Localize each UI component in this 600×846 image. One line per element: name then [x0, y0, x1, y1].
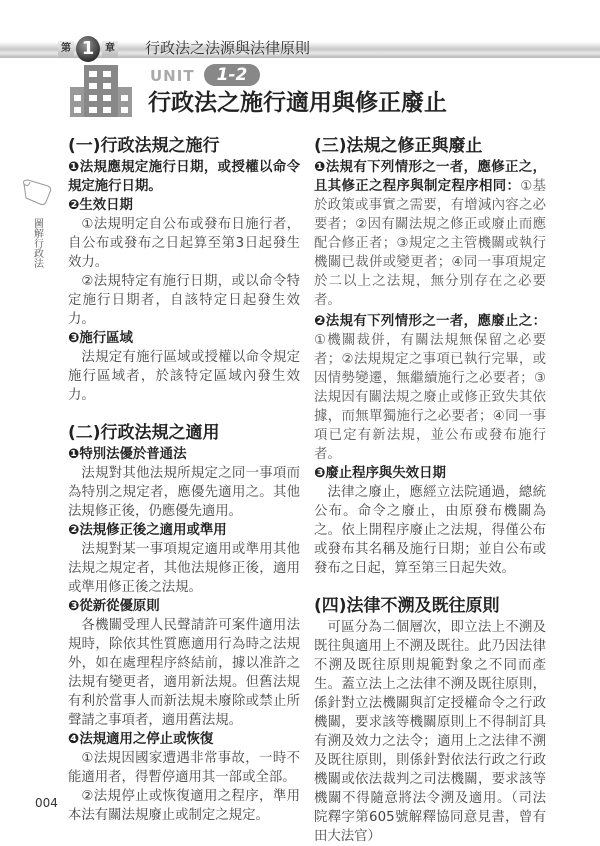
section-heading: (三)法規之修正與廢止	[314, 136, 483, 156]
section-amendment	[314, 136, 546, 578]
paragraph: 可區分為二個層次，即立法上不溯及既往與適用上不溯及既往。此乃因法律不溯及既往原則規範對象之不同而產生。蓋立法上之法律不溯及既往原則，係針對立法機關與訂定授權命令之行政機關，要求該等機關原則上不得制訂具有溯及效力之法令；適用上之法律不溯及既往原則，則係針對依法行政之行政機關或依法裁判之司法機關，要求該等機關不得隨意將法令溯及適用。（司法院釋字第605號解釋協同意見書，曾有田大法官）	[314, 620, 546, 844]
side-tab	[20, 178, 54, 268]
item-heading: ❹法規適用之停止或恢復	[68, 732, 214, 747]
left-column	[68, 136, 300, 825]
paragraph: 法律之廢止，應經立法院通過，總統公布。命令之廢止，由原發布機關為之。依上開程序廢止之法規，得僅公布或發布其名稱及施行日期；並自公布或發布之日起，算至第三日起失效。	[314, 485, 546, 576]
section-application	[68, 423, 300, 825]
item-heading: ❶法規有下列情形之一者，應修正之，且其修正之程序與制定程序相同：	[314, 160, 546, 194]
paragraph: ①法規因國家遭遇非常事故，一時不能適用者，得暫停適用其一部或全部。	[68, 751, 300, 785]
item-heading: ❶法規應規定施行日期，或授權以命令規定施行日期。	[68, 160, 300, 194]
section-enforcement	[68, 136, 300, 405]
paragraph: 各機關受理人民聲請許可案件適用法規時，除依其性質應適用行為時之法規外，如在處理程序終結前，據以准許之法規有變更者，適用新法規。但舊法規有利於當事人而新法規未廢除或禁止所聲請之事項者，適用舊法規。	[68, 618, 300, 728]
scroll-icon	[20, 178, 54, 206]
item-heading: ❸從新從優原則	[68, 599, 160, 614]
item-heading: ❷法規修正後之適用或準用	[68, 523, 227, 538]
paragraph: ①機關裁併，有關法規無保留之必要者；②法規規定之事項已執行完畢，或因情勢變遷，無繼續施行之必要者；③法規因有關法規之廢止或修正致失其依據，而無單獨施行之必要者；④同一事項已定有新法規，並公布或發布施行者。	[314, 333, 546, 462]
section-heading: (一)行政法規之施行	[68, 136, 220, 156]
unit-title: 行政法之施行適用與修正廢止	[148, 90, 447, 116]
chapter-badge	[58, 36, 118, 62]
section-heading: (二)行政法規之適用	[68, 423, 220, 443]
chapter-number: 1	[76, 36, 100, 62]
side-label: 圖解行政法	[31, 218, 43, 268]
item-heading: ❷生效日期	[68, 198, 133, 213]
paragraph: 法規定有施行區域或授權以命令規定施行區域者，於該特定區域內發生效力。	[68, 350, 300, 403]
building-icon	[70, 65, 132, 117]
unit-number: 1-2	[204, 64, 260, 86]
right-column	[314, 136, 546, 846]
item-heading: ❸廢止程序與失效日期	[314, 466, 446, 481]
paragraph: 法規對其他法規所規定之同一事項而為特別之規定者，應優先適用之。其他法規修正後，仍應優先適用。	[68, 466, 300, 519]
chapter-prefix: 第	[58, 41, 74, 57]
paragraph: 法規對某一事項規定適用或準用其他法規之規定者，其他法規修正後，適用或準用修正後之法規。	[68, 542, 300, 595]
unit-label: UNIT	[150, 67, 195, 85]
paragraph: ①基於政策或事實之需要，有增減內容之必要者；②因有關法規之修正或廢止而應配合修正者；③規定之主管機關或執行機關已裁併或變更者；④同一事項規定於二以上之法規，無分別存在之必要者。	[314, 179, 546, 308]
page-number: 004	[35, 796, 58, 810]
item-heading: ❷法規有下列情形之一者，應廢止之：	[314, 314, 546, 329]
item-heading: ❸施行區域	[68, 331, 133, 346]
section-heading: (四)法律不溯及既往原則	[314, 596, 500, 616]
paragraph: ①法規明定自公布或發布日施行者，自公布或發布之日起算至第3日起發生效力。	[68, 217, 300, 270]
chapter-suffix: 章	[102, 41, 118, 57]
section-non-retroactivity	[314, 596, 546, 846]
paragraph: ②法規特定有施行日期，或以命令特定施行日期者，自該特定日起發生效力。	[68, 274, 300, 327]
paragraph: ②法規停止或恢復適用之程序，準用本法有關法規廢止或制定之規定。	[68, 789, 300, 823]
chapter-title: 行政法之法源與法律原則	[145, 39, 311, 57]
item-heading: ❶特別法優於普通法	[68, 447, 187, 462]
